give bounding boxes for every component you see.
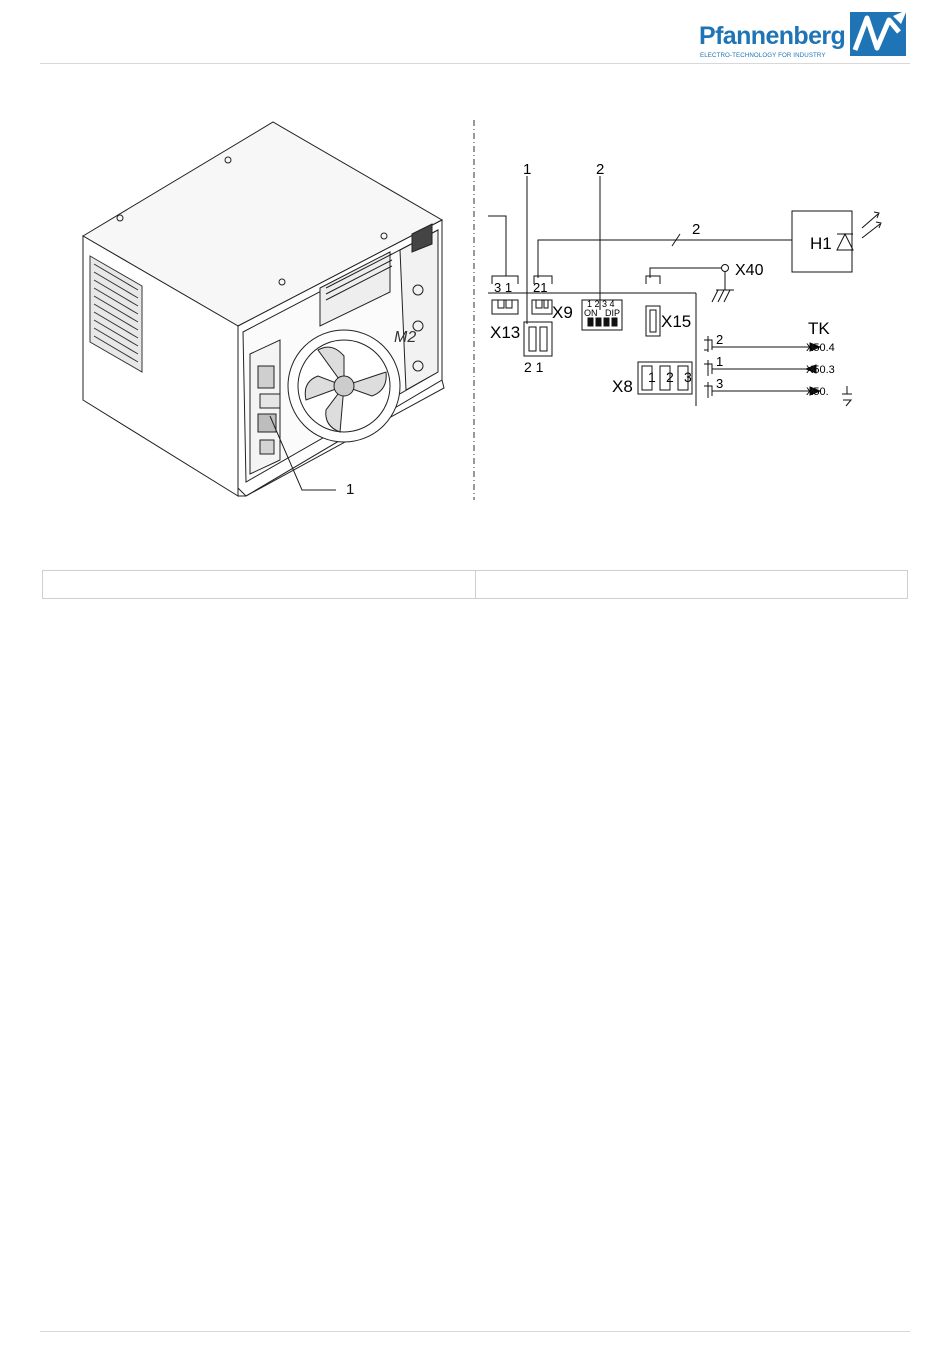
tk-target-1: X50.4 <box>806 342 835 354</box>
x13-jumper-pins-label: 2 1 <box>524 359 544 375</box>
schematic-callout-1: 1 <box>523 161 532 178</box>
brand-mark-icon <box>849 10 909 58</box>
dip-label: DIP <box>605 308 621 318</box>
tk-target-3: X50. <box>806 386 829 398</box>
schematic-callout-2: 2 <box>596 161 605 178</box>
x9-label: X9 <box>552 303 573 322</box>
brand-name: Pfannenberg <box>699 22 846 50</box>
cooling-unit-drawing <box>83 122 444 496</box>
x9-pins-label: 21 <box>533 280 548 295</box>
dip-on-label: ON <box>584 308 598 318</box>
brand-logo <box>697 10 909 60</box>
bus-wire-label: 2 <box>692 221 701 238</box>
tk-target-2: X50.3 <box>806 364 835 376</box>
caption-table <box>42 570 908 599</box>
x40-label: X40 <box>735 262 764 279</box>
tk-wire-3-label: 3 <box>716 376 724 391</box>
x8-pin-2: 2 <box>666 369 674 385</box>
x8-pin-1: 1 <box>648 369 656 385</box>
tk-wire-1-label: 2 <box>716 332 724 347</box>
caption-cell-left <box>43 571 475 598</box>
tk-label: TK <box>808 319 830 338</box>
callout-1-left: 1 <box>346 481 355 498</box>
unit-marking: M2 <box>394 329 417 346</box>
brand-tagline: ELECTRO-TECHNOLOGY FOR INDUSTRY <box>700 52 826 59</box>
x8-label: X8 <box>612 377 633 396</box>
footer-divider <box>40 1331 910 1332</box>
x13-label: X13 <box>490 323 521 342</box>
dip-top-label: 1 2 3 4 <box>587 299 615 309</box>
x8-pin-3: 3 <box>684 369 692 385</box>
caption-cell-right <box>475 571 908 598</box>
technical-figure <box>40 110 910 510</box>
tk-wire-2-label: 1 <box>716 354 724 369</box>
h1-label: H1 <box>810 234 832 253</box>
header-divider <box>40 63 910 64</box>
x15-label: X15 <box>661 312 692 331</box>
x13-pins-label: 3 1 <box>494 280 513 295</box>
